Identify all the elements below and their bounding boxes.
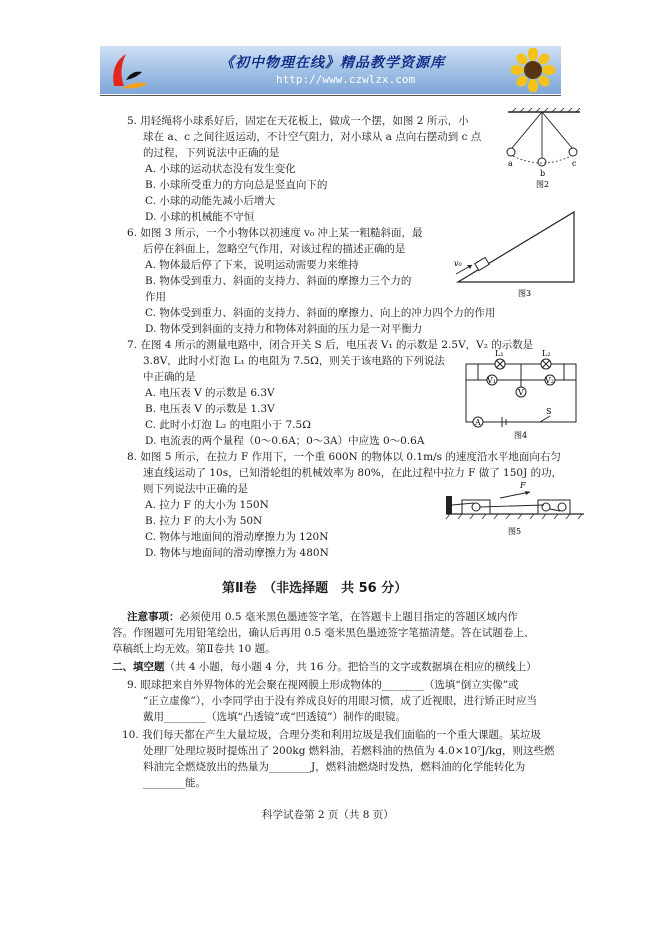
q7-line: 3.8V，此时小灯泡 L₁ 的电阻为 7.5Ω，则关于该电路的下列说法 [143,355,445,367]
figure-3-incline [452,208,582,300]
q6-option-c: C. 物体受到重力、斜面的支持力、斜面的摩擦力、向上的冲力四个力的作用 [145,307,496,319]
section-2-heading [112,660,537,674]
q5-line: 的过程，下列说法中正确的是 [143,147,280,159]
notice-line: 答。作图题可先用铅笔绘出，确认后再用 0.5 毫米黑色墨迹签字笔描清楚。答在试题卷上、 [112,627,535,639]
q5-option-a: A. 小球的运动状态没有发生变化 [145,163,296,175]
notice-line: 草稿纸上均无效。第Ⅱ卷共 10 题。 [112,643,276,655]
q6-option-d: D. 物体受到斜面的支持力和物体对斜面的压力是一对平衡力 [145,323,423,335]
q10-line: 料油完全燃烧放出的热量为________J，燃料油燃烧时发热，燃料油的化学能转化为 [143,761,526,773]
q8-option-d: D. 物体与地面间的滑动摩擦力为 480N [145,547,329,559]
q8-option-c: C. 物体与地面间的滑动摩擦力为 120N [145,531,329,543]
fig4-label-l1: L₁ [495,350,504,358]
q8-line: 则下列说法中正确的是 [143,483,248,495]
fig4-caption: 图4 [514,431,528,440]
q6-line: 后停在斜面上，忽略空气作用，对该过程的描述正确的是 [143,243,406,255]
q9-line: 戴用________（选填“凸透镜”或“凹透镜”）制作的眼镜。 [143,711,406,723]
q8-option-b: B. 拉力 F 的大小为 50N [145,515,263,527]
q9-line: 9. 眼球把来自外界物体的光会聚在视网膜上形成物体的________（选填“倒立实像”或 [127,679,519,691]
section-2-label: 二、填空题 [112,661,165,673]
q8-line: 速直线运动了 10s，已知滑轮组的机械效率为 80%，在此过程中拉力 F 做了 150J 的功， [143,467,563,479]
q7-line: 7. 在图 4 所示的测量电路中，闭合开关 S 后，电压表 V₁ 的示数是 2.5V，V₂ 的示数是 [127,339,534,351]
notice-label: 注意事项： [127,611,180,623]
figure-4-circuit [462,350,580,442]
sunflower-icon [511,48,555,92]
figure-5-pulley [440,478,590,540]
fig4-label-s: S [546,407,552,416]
q5-option-b: B. 小球所受重力的方向总是竖直向下的 [145,179,328,191]
fig4-label-v1: V₁ [487,376,496,385]
q5-option-d: D. 小球的机械能不守恒 [145,211,255,223]
fig2-label-b: b [540,169,546,178]
q6-option-b-cont: 作用 [145,291,166,303]
header-url[interactable]: http://www.czwlzx.com [276,73,416,86]
part-2-title: 第Ⅱ卷 （非选择题 共 56 分） [222,581,408,596]
q6-line: 6. 如图 3 所示，一个小物体以初速度 v₀ 冲上某一粗糙斜面，最 [127,227,423,239]
q7-option-c: C. 此时小灯泡 L₂ 的电阻小于 7.5Ω [145,419,311,431]
fig4-label-v: V [518,388,524,397]
fig2-caption: 图2 [536,180,550,189]
q6-option-b: B. 物体受到重力、斜面的支持力、斜面的摩擦力三个力的 [145,275,412,287]
fig4-label-a: A [475,418,481,427]
fig2-label-a: a [508,159,513,168]
fig4-label-l2: L₂ [542,350,551,358]
q7-option-a: A. 电压表 V 的示数是 6.3V [145,387,275,399]
header-rule [100,95,561,96]
q6-option-a: A. 物体最后停了下来，说明运动需要力来维持 [145,259,359,271]
q7-option-b: B. 电压表 V 的示数是 1.3V [145,403,275,415]
q5-line: 球在 a、c 之间往返运动，不计空气阻力，对小球从 a 点向右摆动到 c 点 [143,131,482,143]
q10-line: 10. 我们每天都在产生大量垃圾，合理分类和利用垃圾是我们面临的一个重大课题。某垃圾 [122,729,542,741]
fig3-label-v0: v₀ [454,259,462,268]
q7-option-d: D. 电流表的两个量程（0～0.6A；0～3A）中应选 0～0.6A [145,435,425,447]
header-title: 《初中物理在线》精品教学资源库 [220,55,445,71]
fig4-label-v2: V₂ [545,376,554,385]
site-logo-icon [106,50,152,90]
q10-line: 处理厂处理垃圾时提炼出了 200kg 燃料油，若燃料油的热值为 4.0×10⁷J/kg，则这些燃 [143,745,555,757]
fig3-caption: 图3 [518,289,532,298]
q7-line: 中正确的是 [143,371,196,383]
figure-2-pendulum [500,108,590,190]
q9-line: “正立虚像”），小李同学由于没有养成良好的用眼习惯，成了近视眼，进行矫正时应当 [143,695,537,707]
q5-line: 5. 用轻绳将小球系好后，固定在天花板上，做成一个摆，如图 2 所示，小 [127,115,469,127]
q5-option-c: C. 小球的动能先减小后增大 [145,195,275,207]
header-banner [100,46,561,94]
q8-option-a: A. 拉力 F 的大小为 150N [145,499,269,511]
notice-line: 必须使用 0.5 毫米黑色墨迹签字笔，在答题卡上题目指定的答题区域内作 [179,611,518,623]
section-2-text: （共 4 小题，每小题 4 分，共 16 分。把恰当的文字或数据填在相应的横线上） [164,661,537,673]
fig5-caption: 图5 [508,527,522,536]
page-footer: 科学试卷第 2 页（共 8 页） [262,809,394,821]
fig2-label-c: c [572,159,577,168]
q10-line: ________能。 [143,777,206,789]
fig5-label-f: F [520,481,526,490]
q8-line: 8. 如图 5 所示，在拉力 F 作用下，一个重 600N 的物体以 0.1m/s 的速度沿水平地面向右匀 [127,451,561,463]
